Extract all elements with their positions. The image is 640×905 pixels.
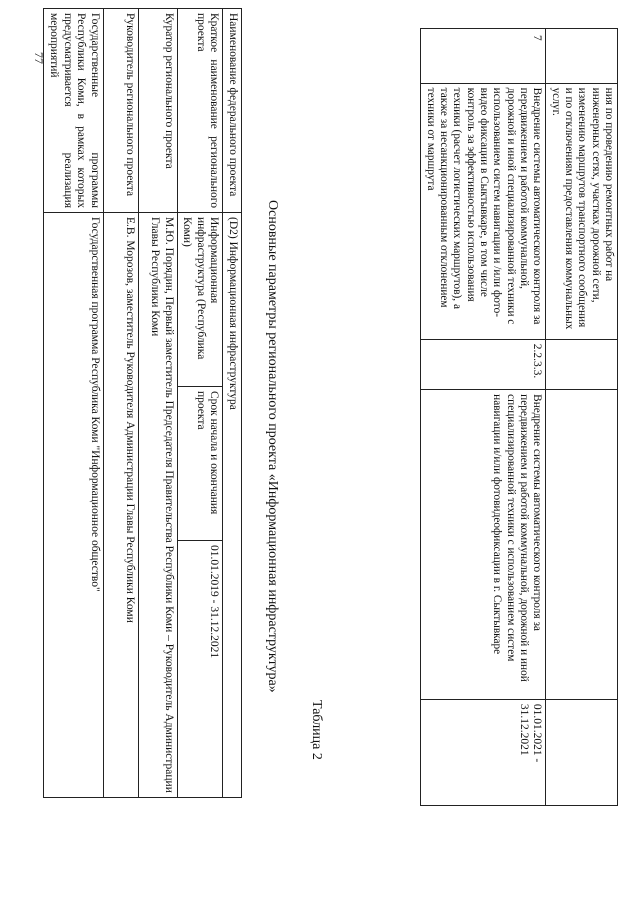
federal-project-label: Наименование федерального проекта <box>223 9 242 213</box>
table-row <box>138 9 177 798</box>
table-row <box>546 29 618 806</box>
curator-value: М.Ю. Порядин, Первый заместитель Председателя Правительства Республики Коми – Руководитель Администрации Главы Республики Коми <box>138 213 177 798</box>
measure-period <box>546 699 618 805</box>
measure-description: Внедрение системы автоматического контроля за передвижением и работой коммунальной, дорожной и иной специализированной техники с использованием систем навигации и/или фотовидеофиксации в г. Сыктывкаре <box>421 390 546 700</box>
head-label: Руководитель регионального проекта <box>103 9 138 213</box>
page-number: 77 <box>32 52 46 64</box>
curator-label: Куратор регионального проекта <box>138 9 177 213</box>
table-row <box>421 29 546 806</box>
project-parameters-table <box>44 8 243 798</box>
task-description: Внедрение системы автоматического контроля за передвижением и работой коммунальной, дорожной и иной специализированной техники с использованием систем навигации и /или фото-видео фиксации в Сыктывкаре, в том числе контроль за эффективностью использования техники (расчет логистических маршрутов), а также за несанкционированным отклонением техники от маршрута <box>421 83 546 339</box>
short-name-label: Краткое наименование регионального проекта <box>177 9 223 213</box>
state-programs-value: Государственная программа Республика Коми "Информационное общество" <box>44 213 103 798</box>
state-programs-label: Государственные программы Республики Коми, в рамках которых предусматривается реализация мероприятий <box>44 9 103 213</box>
measures-table <box>420 28 618 806</box>
short-name-cell <box>177 213 223 798</box>
table-row <box>177 9 223 798</box>
table-row <box>223 9 242 798</box>
table-label: Таблица 2 <box>309 700 324 760</box>
table-row <box>103 9 138 798</box>
measure-code: 2.2.3.3. <box>421 339 546 389</box>
head-value: Е.В. Морозов, заместитель Руководителя Администрации Главы Республики Коми <box>103 213 138 798</box>
task-description: ния по проведению ремонтных работ на инженерных сетях, участках дорожной сети, изменению маршрутов транспортного сообщения и по отключениям предоставления коммунальных услуг. <box>546 83 618 339</box>
period-value: 01.01.2019 - 31.12.2021 <box>178 540 223 658</box>
period-label: Срок начала и окончания проекта <box>178 386 223 540</box>
table-row <box>44 9 103 798</box>
measure-code <box>546 339 618 389</box>
measure-description <box>546 390 618 700</box>
short-name-value: Информационная инфраструктура (Республика Коми) <box>181 217 221 360</box>
row-number <box>546 29 618 84</box>
table-heading: Основные параметры регионального проекта «Информационная инфраструктура» <box>265 200 280 693</box>
row-number: 7 <box>421 29 546 84</box>
federal-project-value: (D2) Информационная инфраструктура <box>223 213 242 798</box>
measure-period: 01.01.2021 - 31.12.2021 <box>421 699 546 805</box>
